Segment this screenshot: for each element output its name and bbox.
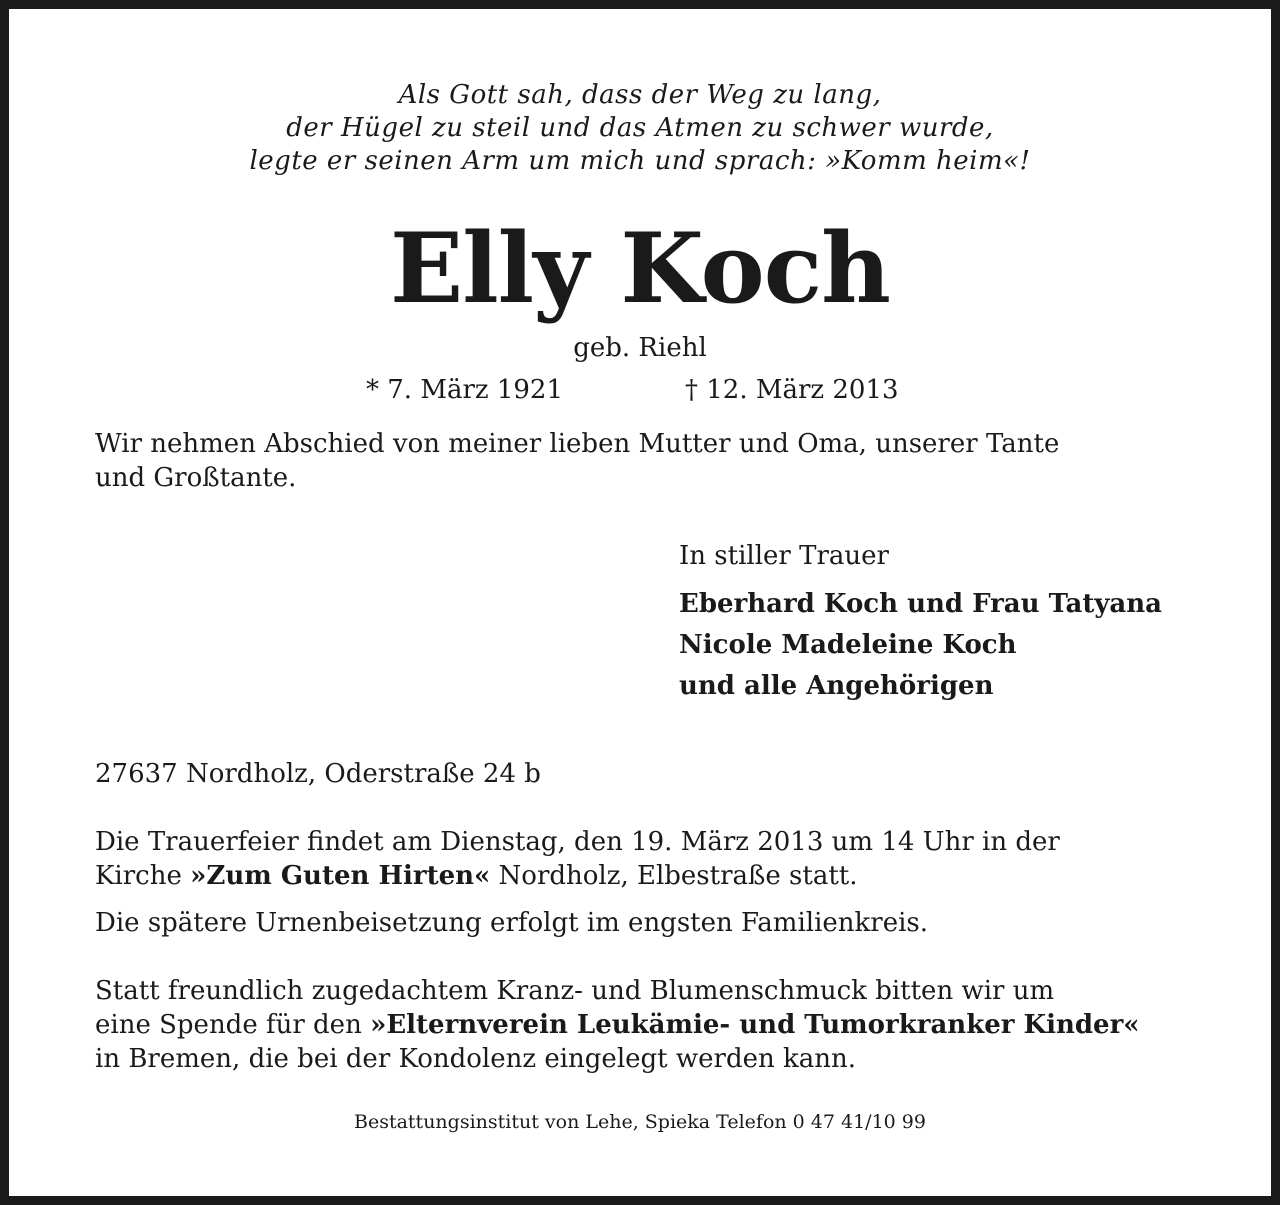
church-name: »Zum Guten Hirten«: [190, 861, 491, 891]
farewell-line: Wir nehmen Abschied von meiner lieben Mutter und Oma, unserer Tante: [95, 429, 1060, 459]
address: 27637 Nordholz, Oderstraße 24 b: [95, 759, 541, 789]
donation-text: eine Spende für den: [95, 1010, 371, 1040]
poem-line: der Hügel zu steil und das Atmen zu schwer wurde,: [286, 113, 994, 143]
poem: [9, 79, 1271, 178]
funeral-home-footer: Bestattungsinstitut von Lehe, Spieka Telefon 0 47 41/10 99: [354, 1111, 926, 1133]
mourner: Eberhard Koch und Frau Tatyana: [679, 589, 1163, 619]
deceased-name: Elly Koch: [390, 212, 890, 325]
poem-line: Als Gott sah, dass der Weg zu lang,: [398, 80, 882, 110]
service-text: Nordholz, Elbestraße statt.: [490, 861, 858, 891]
donation-line: Statt freundlich zugedachtem Kranz- und Blumenschmuck bitten wir um: [95, 976, 1055, 1006]
death-date: † 12. März 2013: [685, 375, 899, 405]
donation-line: [95, 1008, 1140, 1042]
burial-info: Die spätere Urnenbeisetzung erfolgt im engsten Familienkreis.: [95, 908, 929, 938]
birth-date: * 7. März 1921: [366, 375, 564, 405]
charity-name: »Elternverein Leukämie- und Tumorkranker Kinder«: [370, 1010, 1140, 1040]
service-line: Die Trauerfeier findet am Dienstag, den 19. März 2013 um 14 Uhr in der: [95, 827, 1060, 857]
farewell-text: [95, 427, 1059, 495]
maiden-name: geb. Riehl: [573, 333, 707, 363]
donation-request: [95, 974, 1140, 1076]
mourner: Nicole Madeleine Koch: [679, 630, 1017, 660]
mourning-phrase: In stiller Trauer: [679, 541, 889, 571]
donation-line: in Bremen, die bei der Kondolenz eingelegt werden kann.: [95, 1044, 856, 1074]
poem-line: legte er seinen Arm um mich und sprach: »Komm heim«!: [249, 146, 1031, 176]
farewell-line: und Großtante.: [95, 463, 297, 493]
mourners-list: [679, 584, 1162, 707]
funeral-service: [95, 825, 1060, 893]
mourner: und alle Angehörigen: [679, 671, 994, 701]
service-line: [95, 859, 1060, 893]
service-text: Kirche: [95, 861, 191, 891]
